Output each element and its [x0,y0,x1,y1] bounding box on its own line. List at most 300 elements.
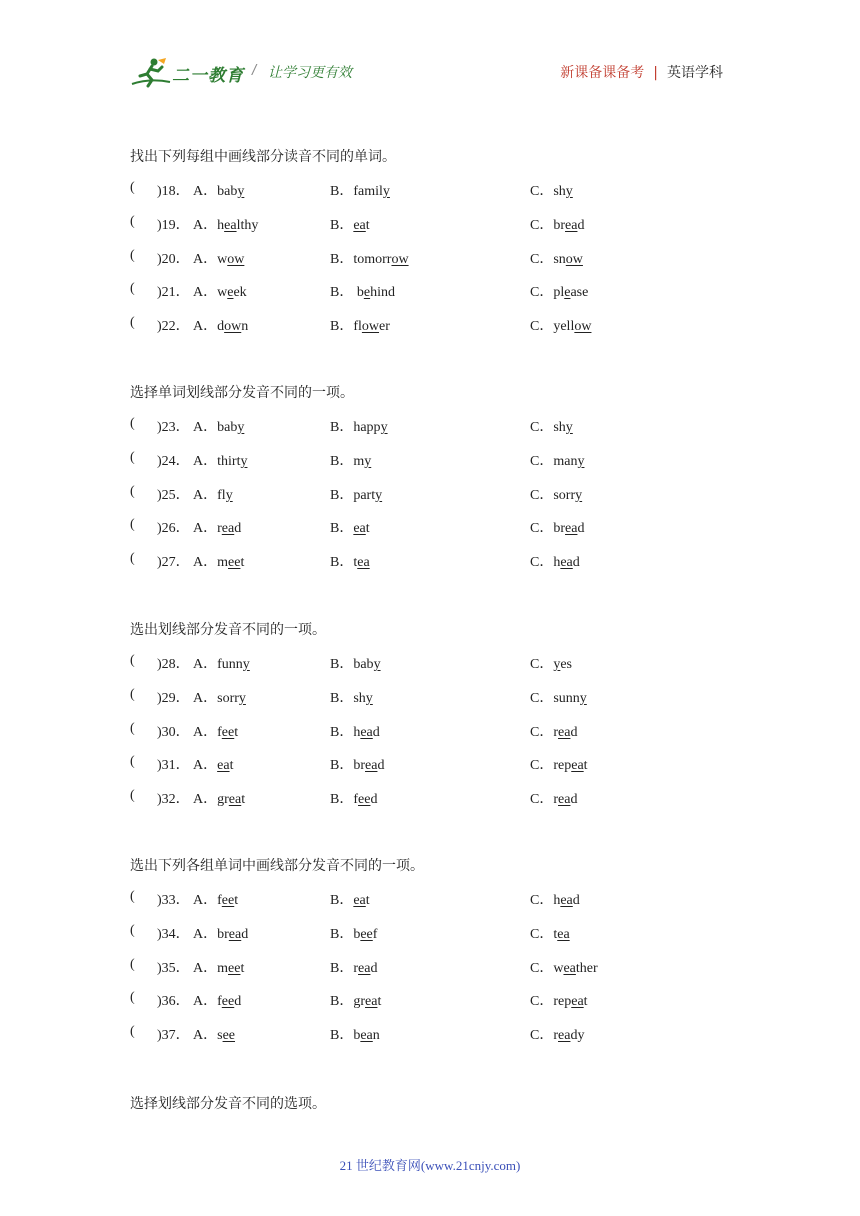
option-a[interactable] [193,484,233,504]
underlined-letters: ee [222,1028,236,1044]
option-letter: B． [330,420,354,435]
option-b[interactable] [330,484,382,504]
question-row [130,721,730,743]
option-letter: C． [530,285,554,301]
option-a[interactable] [193,281,247,301]
question-row [130,687,730,709]
option-a[interactable] [193,957,244,977]
answer-blank[interactable]: ( [130,449,135,465]
option-letter: C． [530,1028,554,1044]
underlined-letters: y [364,453,372,469]
option-letter: B． [330,960,354,976]
option-letter: C． [530,724,554,740]
underlined-letters: ee [221,724,235,740]
option-a[interactable] [193,214,258,234]
option-a[interactable] [193,721,238,741]
question-number: )20． [157,251,190,267]
underlined-letters: ea [353,217,366,233]
page-header [0,0,860,100]
option-word: thirty [217,453,248,469]
underlined-letters: y [238,690,246,706]
underlined-letters: y [565,420,573,435]
underlined-letters: ea [563,960,576,976]
underlined-letters: ow [361,319,380,335]
option-word: beef [353,926,378,942]
question-row [130,990,730,1012]
option-word: shy [553,184,573,199]
logo-text: 二一教育 [172,66,244,86]
option-b[interactable] [330,990,381,1010]
answer-blank[interactable]: ( [130,1024,135,1040]
question-number: )22． [157,319,190,335]
option-c[interactable] [530,653,572,673]
option-c[interactable] [530,416,573,436]
option-c[interactable] [530,788,577,808]
question-number: )29． [157,690,190,706]
option-word: weather [553,960,598,976]
option-word: eat [353,521,370,537]
option-a[interactable] [193,180,244,200]
option-word: sorry [217,690,246,706]
option-c[interactable] [530,180,573,200]
answer-blank[interactable]: ( [130,922,135,938]
option-word: feed [217,994,242,1010]
option-letter: C． [530,926,554,942]
option-word: bean [353,1028,380,1044]
option-a[interactable] [193,754,233,774]
option-word: bread [353,758,385,774]
option-letter: A． [193,184,218,199]
option-word: fly [217,487,233,503]
underlined-letters: y [380,420,388,435]
question-number: )32． [157,792,190,808]
option-c[interactable] [530,889,580,909]
question-row [130,450,730,472]
option-b[interactable] [330,551,370,571]
option-word: meet [217,555,245,571]
answer-blank[interactable]: ( [130,990,135,1006]
question-number: )26． [157,521,190,537]
underlined-letters: ea [217,758,230,774]
page-footer: 21 世纪教育网(www.21cnjy.com) [339,1158,521,1173]
option-letter: B． [330,285,354,301]
underlined-letters: ea [228,926,242,942]
option-word: eat [353,893,370,908]
option-letter: B． [330,994,354,1010]
option-c[interactable] [530,721,577,741]
option-letter: B． [330,926,354,942]
option-word: great [353,994,382,1010]
option-c[interactable] [530,687,587,707]
option-word: baby [217,420,245,435]
underlined-letters: y [577,453,585,469]
answer-blank[interactable]: ( [130,956,135,972]
underlined-letters: ea [357,555,370,571]
answer-blank[interactable]: ( [130,889,135,904]
option-word: bread [553,217,585,233]
option-b[interactable] [330,653,381,673]
underlined-letters: e [227,285,234,301]
option-letter: A． [193,893,218,908]
option-letter: A． [193,487,218,503]
question-number: )35． [157,960,190,976]
question-number: )34． [157,926,190,942]
option-word: behind [353,285,395,301]
option-c[interactable] [530,551,580,571]
option-word: tea [353,555,370,571]
slogan-separator: / [252,62,257,79]
option-letter: B． [330,792,354,808]
question-number: )21． [157,285,190,301]
underlined-letters: ea [560,555,573,571]
question-row [130,416,730,438]
option-letter: C． [530,453,554,469]
answer-blank[interactable]: ( [130,180,135,195]
answer-blank[interactable]: ( [130,517,135,533]
option-c[interactable] [530,1024,584,1044]
underlined-letters: y [565,184,573,199]
option-word: shy [553,420,573,435]
question-number: )23． [157,420,190,435]
option-b[interactable] [330,315,390,335]
option-c[interactable] [530,315,591,335]
underlined-letters: ee [221,893,235,908]
underlined-letters: ea [221,521,235,537]
option-letter: C． [530,319,554,335]
option-letter: A． [193,690,218,706]
question-number: )36． [157,994,190,1010]
option-letter: A． [193,555,218,571]
question-number: )30． [157,724,190,740]
underlined-letters: ea [360,724,373,740]
underlined-letters: ea [558,1028,571,1044]
option-c[interactable] [530,484,582,504]
answer-blank[interactable]: ( [130,315,135,331]
option-word: tea [553,926,570,942]
option-b[interactable] [330,450,371,470]
option-word: wow [217,251,245,267]
option-letter: B． [330,724,354,740]
option-c[interactable] [530,248,583,268]
option-letter: B． [330,657,354,672]
underlined-letters: ow [574,319,592,335]
question-row [130,1024,730,1046]
option-word: flower [353,319,390,335]
option-b[interactable] [330,923,377,943]
underlined-letters: y [382,184,390,199]
option-word: read [353,960,378,976]
option-word: bread [553,521,585,537]
section-title: 选择划线部分发音不同的选项。 [130,1096,326,1112]
underlined-letters: ee [221,994,235,1010]
option-word: yellow [553,319,592,335]
option-letter: B． [330,1028,354,1044]
option-letter: B． [330,453,354,469]
option-word: tomorrow [353,251,409,267]
underlined-letters: ee [228,555,241,571]
option-b[interactable] [330,687,373,707]
option-letter: C． [530,555,554,571]
option-word: funny [217,657,250,672]
option-a[interactable] [193,551,244,571]
option-word: my [353,453,372,469]
underlined-letters: y [240,453,248,469]
answer-blank[interactable]: ( [130,281,135,297]
option-c[interactable] [530,281,588,301]
option-word: baby [353,657,381,672]
option-a[interactable] [193,788,245,808]
header-subject-label: 英语学科 [667,65,723,81]
option-word: eat [217,758,234,774]
question-number: )37． [157,1028,190,1044]
underlined-letters: ea [565,521,578,537]
option-a[interactable] [193,248,244,268]
option-letter: B． [330,758,354,774]
option-word: week [217,285,247,301]
option-letter: A． [193,1028,218,1044]
underlined-letters: ee [360,926,373,942]
underlined-letters: e [363,285,371,301]
underlined-letters: y [579,690,587,706]
option-word: down [217,319,249,335]
question-row [130,889,730,911]
underlined-letters: y [553,657,561,672]
option-letter: A． [193,758,218,774]
underlined-letters: ea [224,217,237,233]
option-word: repeat [553,758,588,774]
section-title: 选择单词划线部分发音不同的一项。 [130,385,354,401]
underlined-letters: y [237,420,245,435]
option-word: many [553,453,585,469]
underlined-letters: e [564,285,571,301]
option-a[interactable] [193,416,244,436]
option-letter: C． [530,217,554,233]
answer-blank[interactable]: ( [130,720,135,736]
question-number: )19． [157,217,190,233]
underlined-letters: y [375,487,383,503]
option-letter: C． [530,420,554,435]
option-c[interactable] [530,990,588,1010]
option-letter: C． [530,994,554,1010]
option-b[interactable] [330,416,388,436]
option-a[interactable] [193,517,241,537]
option-c[interactable] [530,754,588,774]
option-word: baby [217,184,245,199]
underlined-letters: ea [558,724,571,740]
option-letter: A． [193,285,218,301]
option-b[interactable] [330,248,409,268]
option-word: repeat [553,994,588,1010]
option-word: read [217,521,242,537]
question-row [130,653,730,675]
answer-blank[interactable]: ( [130,416,135,431]
option-word: read [553,724,578,740]
underlined-letters: ea [360,1028,373,1044]
underlined-letters: ow [224,319,242,335]
question-row [130,923,730,945]
option-letter: C． [530,521,554,537]
option-c[interactable] [530,923,570,943]
answer-blank[interactable]: ( [130,247,135,263]
option-letter: A． [193,319,218,335]
option-a[interactable] [193,990,241,1010]
underlined-letters: ea [571,994,584,1010]
underlined-letters: ow [565,251,583,267]
underlined-letters: ea [353,521,366,537]
option-b[interactable] [330,721,380,741]
option-a[interactable] [193,1024,235,1044]
option-a[interactable] [193,450,247,470]
question-row [130,180,730,202]
answer-blank[interactable]: ( [130,551,135,567]
question-row [130,957,730,979]
option-word: bread [217,926,249,942]
underlined-letters: ee [358,792,371,808]
option-word: healthy [217,217,259,233]
question-row [130,754,730,776]
option-c[interactable] [530,450,584,470]
answer-blank[interactable]: ( [130,483,135,499]
option-word: feet [217,724,239,740]
option-b[interactable] [330,957,377,977]
option-letter: B． [330,690,354,706]
answer-blank[interactable]: ( [130,788,135,804]
option-word: family [353,184,390,199]
question-number: )27． [157,555,190,571]
option-letter: C． [530,893,554,908]
option-letter: A． [193,453,218,469]
option-letter: A． [193,926,218,942]
option-word: head [553,893,580,908]
underlined-letters: y [373,657,381,672]
option-letter: C． [530,792,554,808]
option-word: feed [353,792,378,808]
option-letter: C． [530,184,554,199]
option-word: sunny [553,690,587,706]
option-letter: C． [530,487,554,503]
option-b[interactable] [330,1024,380,1044]
answer-blank[interactable]: ( [130,686,135,702]
section-title: 找出下列每组中画线部分读音不同的单词。 [130,149,396,165]
option-word: party [353,487,383,503]
option-letter: A． [193,420,218,435]
option-b[interactable] [330,889,370,909]
option-word: eat [353,217,370,233]
underlined-letters: ee [228,960,241,976]
option-b[interactable] [330,214,370,234]
option-letter: A． [193,994,218,1010]
option-word: read [553,792,578,808]
underlined-letters: ea [560,893,573,908]
option-b[interactable] [330,281,395,301]
question-number: )25． [157,487,190,503]
underlined-letters: ow [391,251,409,267]
option-a[interactable] [193,315,248,335]
option-letter: C． [530,690,554,706]
question-number: )31． [157,758,190,774]
underlined-letters: ea [558,792,571,808]
question-row [130,281,730,303]
option-letter: B． [330,184,354,199]
option-letter: A． [193,251,218,267]
slogan: 让学习更有效 [268,65,352,81]
option-letter: B． [330,217,354,233]
option-letter: A． [193,960,218,976]
question-row [130,788,730,810]
option-a[interactable] [193,653,250,673]
option-a[interactable] [193,687,246,707]
underlined-letters: ea [353,893,366,908]
option-letter: B． [330,521,354,537]
option-a[interactable] [193,889,238,909]
question-row [130,315,730,337]
section-title: 选出下列各组单词中画线部分发音不同的一项。 [130,858,424,874]
underlined-letters: ow [227,251,245,267]
question-row [130,248,730,270]
underlined-letters: ea [358,960,371,976]
option-word: please [553,285,589,301]
option-word: head [553,555,580,571]
underlined-letters: ea [557,926,570,942]
option-c[interactable] [530,957,598,977]
option-word: feet [217,893,239,908]
option-a[interactable] [193,923,248,943]
option-letter: A． [193,521,218,537]
option-letter: A． [193,724,218,740]
option-letter: B． [330,319,354,335]
option-letter: B． [330,487,354,503]
underlined-letters: ea [565,217,578,233]
question-number: )24． [157,453,190,469]
option-word: yes [553,657,573,672]
section-title: 选出划线部分发音不同的一项。 [130,622,326,638]
underlined-letters: ea [365,994,378,1010]
question-row [130,551,730,573]
underlined-letters: y [242,657,250,672]
option-c[interactable] [530,517,584,537]
option-word: sorry [553,487,583,503]
option-letter: C． [530,758,554,774]
option-b[interactable] [330,180,390,200]
answer-blank[interactable]: ( [130,754,135,770]
header-separator: | [653,65,658,81]
underlined-letters: ea [228,792,242,808]
option-letter: B． [330,893,354,908]
option-letter: A． [193,217,218,233]
underlined-letters: ea [365,758,378,774]
question-row [130,517,730,539]
option-c[interactable] [530,214,584,234]
option-b[interactable] [330,517,370,537]
option-word: meet [217,960,245,976]
answer-blank[interactable]: ( [130,213,135,229]
underlined-letters: y [575,487,583,503]
underlined-letters: y [365,690,373,706]
option-word: happy [353,420,388,435]
question-row [130,484,730,506]
option-word: shy [353,690,373,706]
option-b[interactable] [330,788,377,808]
answer-blank[interactable]: ( [130,653,135,668]
option-letter: A． [193,792,218,808]
option-b[interactable] [330,754,384,774]
option-word: see [217,1028,236,1044]
option-letter: C． [530,960,554,976]
header-course-label: 新课备课备考 [560,65,645,81]
question-number: )33． [157,893,190,908]
option-letter: A． [193,657,218,672]
option-letter: B． [330,251,354,267]
